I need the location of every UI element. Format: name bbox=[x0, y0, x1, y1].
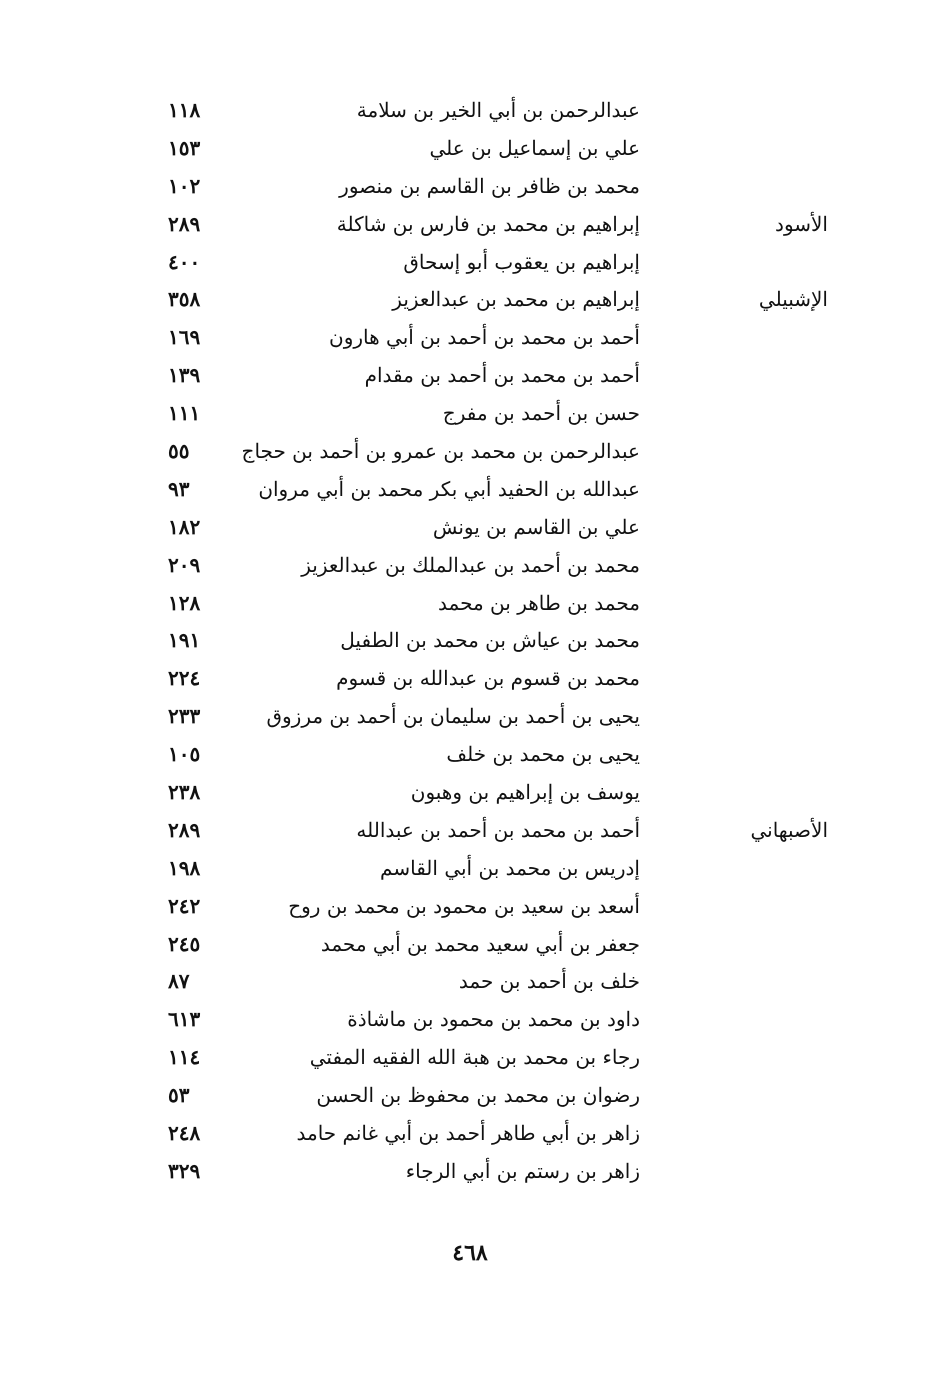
entry-page-number: ٥٥ bbox=[168, 439, 190, 464]
name-index-table bbox=[160, 92, 840, 1191]
entry-page-number: ٢٣٨ bbox=[168, 780, 201, 805]
entry-name: علي بن القاسم بن يونش bbox=[432, 514, 640, 539]
index-entry-row bbox=[160, 168, 840, 206]
entry-page-number: ٢٠٩ bbox=[168, 552, 201, 577]
entry-name: محمد بن أحمد بن عبدالملك بن عبدالعزيز bbox=[301, 552, 640, 577]
entry-nisba: الأسود bbox=[775, 211, 828, 236]
index-entry-row bbox=[160, 585, 840, 623]
index-entry-row bbox=[160, 622, 840, 660]
entry-name: إبراهيم بن محمد بن عبدالعزيز bbox=[392, 287, 640, 312]
entry-page-number: ١٩١ bbox=[168, 628, 201, 653]
entry-page-number: ١٣٩ bbox=[168, 363, 201, 388]
index-entry-row bbox=[160, 736, 840, 774]
index-entry-row bbox=[160, 1077, 840, 1115]
entry-name: زاهر بن أبي طاهر أحمد بن أبي غانم حامد bbox=[296, 1121, 640, 1146]
entry-page-number: ١٢٨ bbox=[168, 590, 201, 615]
index-entry-row bbox=[160, 1039, 840, 1077]
entry-page-number: ١١١ bbox=[168, 401, 201, 426]
entry-name: عبدالرحمن بن أبي الخير بن سلامة bbox=[356, 98, 640, 122]
index-entry-row bbox=[160, 850, 840, 888]
entry-page-number: ٢٤٢ bbox=[168, 893, 201, 918]
index-entry-row bbox=[160, 926, 840, 964]
entry-page-number: ١٨٢ bbox=[168, 514, 201, 539]
entry-name: يحيى بن محمد بن خلف bbox=[446, 742, 640, 767]
index-entry-row bbox=[160, 244, 840, 282]
entry-page-number: ٤٠٠ bbox=[168, 249, 201, 274]
index-entry-row bbox=[160, 433, 840, 471]
entry-page-number: ٣٥٨ bbox=[168, 287, 201, 312]
entry-name: محمد بن قسوم بن عبدالله بن قسوم bbox=[336, 666, 640, 691]
entry-page-number: ١٠٢ bbox=[168, 173, 201, 198]
entry-name: حسن بن أحمد بن مفرج bbox=[442, 401, 640, 426]
entry-page-number: ٨٧ bbox=[168, 969, 190, 994]
entry-page-number: ٢٢٤ bbox=[168, 666, 201, 691]
index-entry-row bbox=[160, 1153, 840, 1191]
entry-name: إبراهيم بن يعقوب أبو إسحاق bbox=[403, 249, 640, 274]
index-entry-row bbox=[160, 471, 840, 509]
entry-name: محمد بن عياش بن محمد بن الطفيل bbox=[340, 628, 640, 653]
index-entry-row bbox=[160, 92, 840, 130]
index-entry-row bbox=[160, 357, 840, 395]
entry-page-number: ١٩٨ bbox=[168, 855, 201, 880]
entry-page-number: ٥٣ bbox=[168, 1083, 190, 1108]
entry-page-number: ١١٨ bbox=[168, 98, 201, 122]
index-entry-row bbox=[160, 1115, 840, 1153]
entry-page-number: ١٥٣ bbox=[168, 135, 201, 160]
entry-nisba: الأصبهاني bbox=[750, 817, 828, 842]
entry-page-number: ٢٤٨ bbox=[168, 1121, 201, 1146]
entry-name: خلف بن أحمد بن حمد bbox=[458, 969, 640, 994]
entry-name: عبدالله بن الحفيد أبي بكر محمد بن أبي مروان bbox=[258, 476, 640, 501]
entry-name: محمد بن طاهر بن محمد bbox=[438, 590, 640, 615]
entry-nisba: الإشبيلي bbox=[758, 287, 828, 312]
entry-name: عبدالرحمن بن محمد بن عمرو بن أحمد بن حجاج bbox=[241, 439, 640, 464]
entry-page-number: ٢٨٩ bbox=[168, 817, 201, 842]
index-entry-row bbox=[160, 698, 840, 736]
page-number: ٤٦٨ bbox=[452, 1240, 488, 1266]
index-entry-row bbox=[160, 319, 840, 357]
entry-name: محمد بن ظافر بن القاسم بن منصور bbox=[339, 173, 640, 198]
entry-name: رجاء بن محمد بن هبة الله الفقيه المفتي bbox=[309, 1045, 640, 1070]
index-entry-row bbox=[160, 395, 840, 433]
index-entry-row bbox=[160, 130, 840, 168]
index-entry-row bbox=[160, 509, 840, 547]
entry-page-number: ١١٤ bbox=[168, 1045, 201, 1070]
index-entry-row bbox=[160, 660, 840, 698]
entry-page-number: ٦١٣ bbox=[168, 1007, 201, 1032]
index-entry-row bbox=[160, 812, 840, 850]
entry-name: رضوان بن محمد بن محفوظ بن الحسن bbox=[316, 1083, 640, 1108]
index-entry-row bbox=[160, 206, 840, 244]
entry-name: داود بن محمد بن محمود بن ماشاذة bbox=[347, 1007, 640, 1032]
entry-name: يوسف بن إبراهيم بن وهبون bbox=[410, 780, 640, 805]
entry-name: جعفر بن أبي سعيد محمد بن أبي محمد bbox=[320, 931, 640, 956]
entry-name: أسعد بن سعيد بن محمود بن محمد بن روح bbox=[288, 893, 640, 918]
entry-page-number: ١٦٩ bbox=[168, 325, 201, 350]
index-entry-row bbox=[160, 888, 840, 926]
index-entry-row bbox=[160, 774, 840, 812]
entry-page-number: ٣٢٩ bbox=[168, 1158, 201, 1183]
entry-name: زاهر بن رستم بن أبي الرجاء bbox=[405, 1158, 640, 1183]
entry-name: إبراهيم بن محمد بن فارس بن شاكلة bbox=[336, 211, 640, 236]
entry-page-number: ٩٣ bbox=[168, 476, 190, 501]
entry-name: أحمد بن محمد بن أحمد بن أبي هارون bbox=[329, 325, 640, 350]
entry-name: يحيى بن أحمد بن سليمان بن أحمد بن مرزوق bbox=[266, 704, 640, 729]
index-entry-row bbox=[160, 963, 840, 1001]
entry-page-number: ٢٣٣ bbox=[168, 704, 201, 729]
entry-name: أحمد بن محمد بن أحمد بن مقدام bbox=[364, 363, 640, 388]
index-entry-row bbox=[160, 1001, 840, 1039]
index-entry-row bbox=[160, 281, 840, 319]
entry-name: علي بن إسماعيل بن علي bbox=[429, 135, 640, 160]
entry-name: أحمد بن محمد بن أحمد بن عبدالله bbox=[356, 817, 640, 842]
entry-name: إدريس بن محمد بن أبي القاسم bbox=[380, 855, 640, 880]
entry-page-number: ١٠٥ bbox=[168, 742, 201, 767]
entry-page-number: ٢٤٥ bbox=[168, 931, 201, 956]
entry-page-number: ٢٨٩ bbox=[168, 211, 201, 236]
index-entry-row bbox=[160, 547, 840, 585]
